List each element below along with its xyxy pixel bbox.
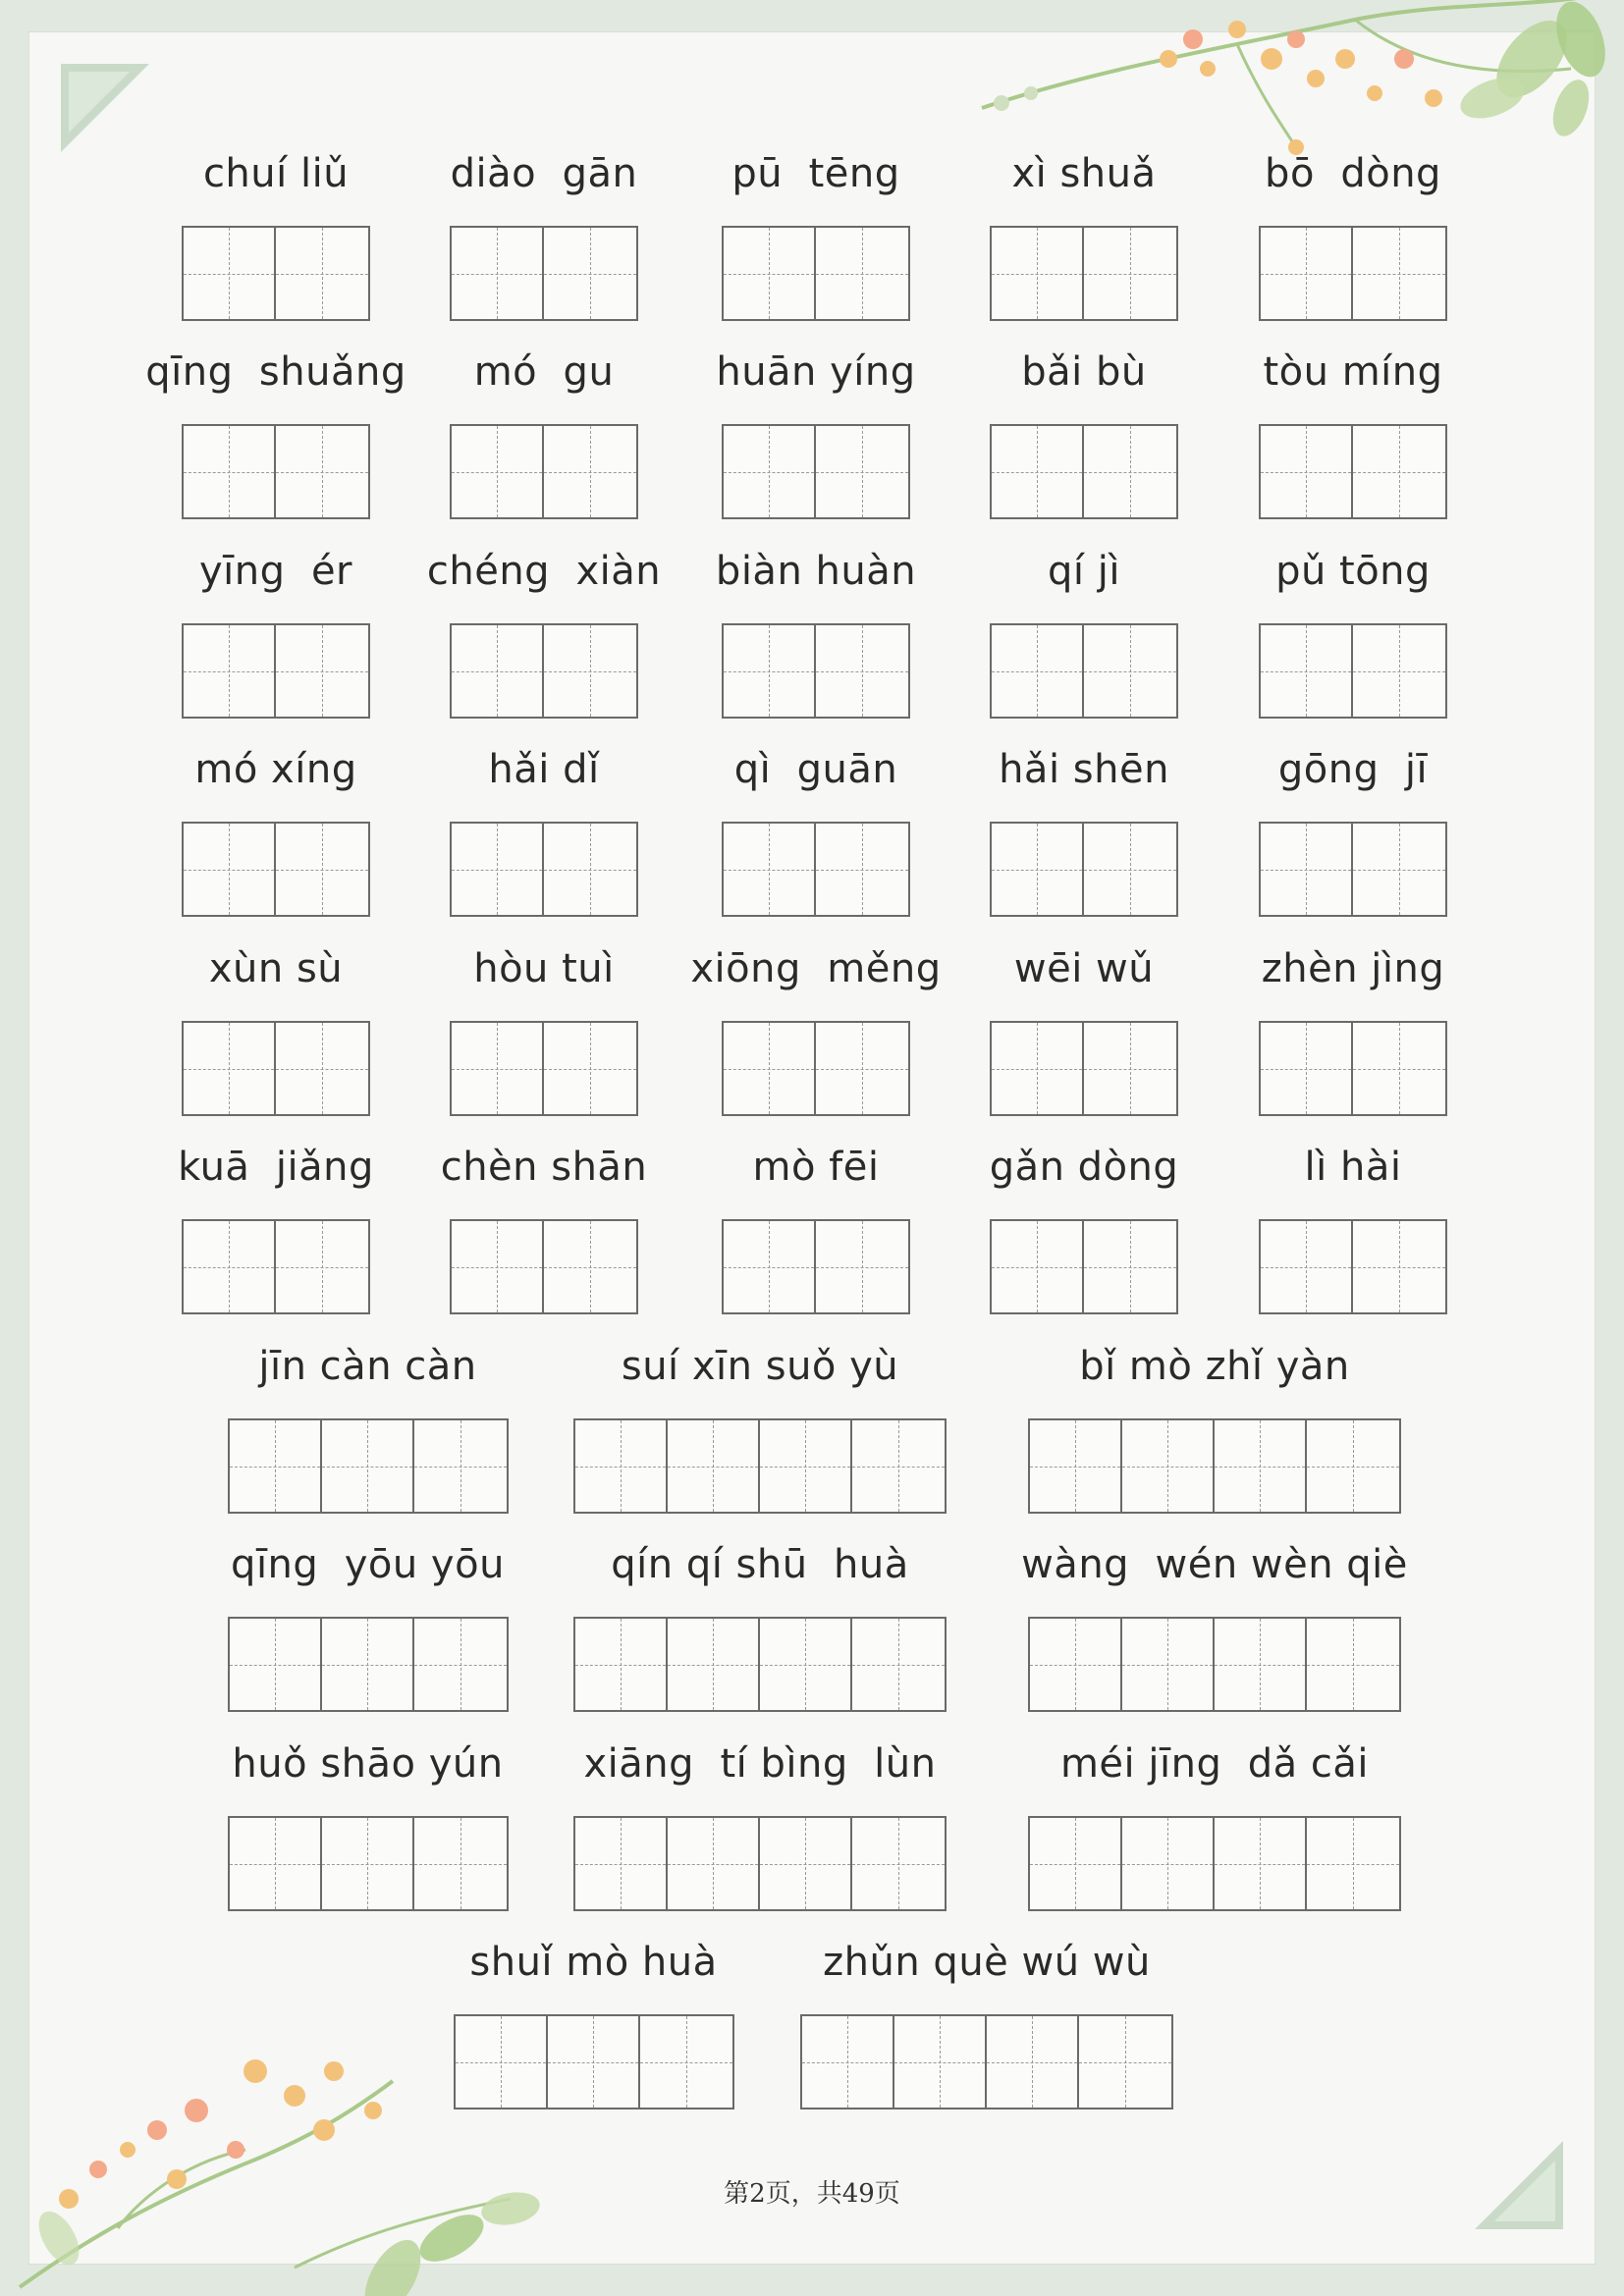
pinyin-text: chuí liǔ xyxy=(202,151,350,196)
pinyin-text: biàn huàn xyxy=(715,549,917,594)
pinyin-text: gǎn dòng xyxy=(989,1145,1179,1190)
pinyin-item xyxy=(987,1737,1442,1911)
pinyin-item xyxy=(682,147,949,321)
character-box[interactable] xyxy=(544,824,636,915)
writing-grid[interactable] xyxy=(450,1021,638,1116)
pinyin-text: wēi wǔ xyxy=(1013,946,1155,991)
character-box[interactable] xyxy=(992,824,1084,915)
character-box[interactable] xyxy=(184,1023,276,1114)
writing-grid[interactable] xyxy=(450,226,638,321)
character-box[interactable] xyxy=(894,2016,987,2108)
pinyin-text: xiōng měng xyxy=(690,946,942,991)
writing-grid[interactable] xyxy=(722,822,910,917)
pinyin-item xyxy=(1219,545,1487,719)
pinyin-text: pǔ tōng xyxy=(1275,549,1431,594)
character-box[interactable] xyxy=(184,625,276,717)
pinyin-item xyxy=(682,346,949,519)
writing-grid[interactable] xyxy=(990,1219,1178,1314)
writing-grid[interactable] xyxy=(722,1021,910,1116)
character-box[interactable] xyxy=(668,1420,760,1512)
character-box[interactable] xyxy=(276,625,368,717)
pinyin-item xyxy=(950,147,1218,321)
character-box[interactable] xyxy=(724,824,816,915)
character-box[interactable] xyxy=(760,1818,852,1909)
character-box[interactable] xyxy=(1084,824,1176,915)
pinyin-text: zhèn jìng xyxy=(1261,946,1445,991)
character-box[interactable] xyxy=(1353,625,1445,717)
pinyin-text: bō dòng xyxy=(1265,151,1441,196)
pinyin-text: chéng xiàn xyxy=(426,549,662,594)
pinyin-item xyxy=(950,545,1218,719)
pinyin-item xyxy=(410,147,677,321)
pinyin-item xyxy=(187,1538,549,1712)
pinyin-text: hǎi dǐ xyxy=(488,747,600,792)
pinyin-item xyxy=(1219,1141,1487,1314)
character-box[interactable] xyxy=(852,1619,945,1710)
character-box[interactable] xyxy=(1353,1221,1445,1312)
character-box[interactable] xyxy=(276,228,368,319)
pinyin-item xyxy=(142,147,409,321)
character-box[interactable] xyxy=(575,1818,668,1909)
pinyin-text: qín qí shū huà xyxy=(611,1542,909,1587)
pinyin-text: zhǔn què wú wù xyxy=(823,1940,1151,1985)
pinyin-item xyxy=(1219,147,1487,321)
pinyin-item xyxy=(410,545,677,719)
writing-grid[interactable] xyxy=(722,424,910,519)
pinyin-item xyxy=(987,1340,1442,1514)
character-box[interactable] xyxy=(1353,824,1445,915)
character-box[interactable] xyxy=(544,1221,636,1312)
character-box[interactable] xyxy=(724,1221,816,1312)
pinyin-text: suí xīn suǒ yù xyxy=(621,1344,899,1389)
pinyin-text: xì shuǎ xyxy=(1011,151,1157,196)
character-box[interactable] xyxy=(452,625,544,717)
writing-grid[interactable] xyxy=(182,424,370,519)
character-box[interactable] xyxy=(230,1420,322,1512)
pinyin-text: shuǐ mò huà xyxy=(469,1940,718,1985)
character-box[interactable] xyxy=(230,1619,322,1710)
character-box[interactable] xyxy=(1261,228,1353,319)
character-box[interactable] xyxy=(1084,426,1176,517)
pinyin-text: qì guān xyxy=(733,747,898,792)
pinyin-item xyxy=(987,1538,1442,1712)
writing-grid[interactable] xyxy=(450,1219,638,1314)
pinyin-text: wàng wén wèn qiè xyxy=(1021,1542,1408,1587)
character-box[interactable] xyxy=(992,1221,1084,1312)
character-box[interactable] xyxy=(992,228,1084,319)
writing-grid[interactable] xyxy=(450,623,638,719)
pinyin-item xyxy=(759,1936,1215,2109)
character-box[interactable] xyxy=(1079,2016,1171,2108)
writing-grid[interactable] xyxy=(182,1219,370,1314)
writing-grid[interactable] xyxy=(228,1816,509,1911)
character-box[interactable] xyxy=(322,1619,414,1710)
pinyin-text: yīng ér xyxy=(198,549,352,594)
writing-grid[interactable] xyxy=(450,424,638,519)
pinyin-item xyxy=(682,545,949,719)
character-box[interactable] xyxy=(276,824,368,915)
pinyin-text: hǎi shēn xyxy=(999,747,1169,792)
character-box[interactable] xyxy=(184,426,276,517)
pinyin-text: jīn càn càn xyxy=(258,1344,477,1389)
character-box[interactable] xyxy=(544,1023,636,1114)
character-box[interactable] xyxy=(816,824,908,915)
pinyin-item xyxy=(142,346,409,519)
pinyin-item xyxy=(1219,346,1487,519)
pinyin-item xyxy=(532,1340,988,1514)
character-box[interactable] xyxy=(1261,824,1353,915)
pinyin-item xyxy=(142,545,409,719)
character-box[interactable] xyxy=(668,1818,760,1909)
writing-grid[interactable] xyxy=(182,623,370,719)
character-box[interactable] xyxy=(1122,1420,1215,1512)
character-box[interactable] xyxy=(852,1818,945,1909)
pinyin-item xyxy=(1219,942,1487,1116)
writing-grid[interactable] xyxy=(182,226,370,321)
character-box[interactable] xyxy=(1215,1818,1307,1909)
character-box[interactable] xyxy=(987,2016,1079,2108)
pinyin-text: méi jīng dǎ cǎi xyxy=(1059,1741,1370,1787)
character-box[interactable] xyxy=(575,1420,668,1512)
character-box[interactable] xyxy=(452,228,544,319)
character-box[interactable] xyxy=(1353,228,1445,319)
writing-grid[interactable] xyxy=(573,1816,947,1911)
pinyin-item xyxy=(682,942,949,1116)
character-box[interactable] xyxy=(816,1221,908,1312)
character-box[interactable] xyxy=(1084,1023,1176,1114)
pinyin-item xyxy=(950,743,1218,917)
pinyin-item xyxy=(187,1737,549,1911)
character-box[interactable] xyxy=(276,426,368,517)
writing-grid[interactable] xyxy=(722,1219,910,1314)
writing-grid[interactable] xyxy=(1259,1219,1447,1314)
pinyin-item xyxy=(187,1340,549,1514)
writing-grid[interactable] xyxy=(182,822,370,917)
character-box[interactable] xyxy=(816,625,908,717)
character-box[interactable] xyxy=(184,1221,276,1312)
character-box[interactable] xyxy=(1353,1023,1445,1114)
character-box[interactable] xyxy=(1030,1420,1122,1512)
character-box[interactable] xyxy=(575,1619,668,1710)
character-box[interactable] xyxy=(1307,1818,1399,1909)
character-box[interactable] xyxy=(1261,1221,1353,1312)
pinyin-text: gōng jī xyxy=(1277,747,1429,792)
character-box[interactable] xyxy=(724,228,816,319)
pinyin-text: bǎi bù xyxy=(1021,349,1147,395)
pinyin-item xyxy=(410,942,677,1116)
character-box[interactable] xyxy=(452,426,544,517)
writing-grid[interactable] xyxy=(1259,424,1447,519)
character-box[interactable] xyxy=(1084,625,1176,717)
character-box[interactable] xyxy=(322,1818,414,1909)
character-box[interactable] xyxy=(1215,1420,1307,1512)
character-box[interactable] xyxy=(414,1619,507,1710)
character-box[interactable] xyxy=(1084,228,1176,319)
corner-triangle-top-left xyxy=(61,64,149,152)
writing-grid[interactable] xyxy=(722,226,910,321)
character-box[interactable] xyxy=(276,1221,368,1312)
writing-grid[interactable] xyxy=(1259,623,1447,719)
writing-grid[interactable] xyxy=(182,1021,370,1116)
character-box[interactable] xyxy=(668,1619,760,1710)
character-box[interactable] xyxy=(452,1023,544,1114)
pinyin-text: qí jì xyxy=(1048,549,1120,594)
character-box[interactable] xyxy=(1261,1023,1353,1114)
writing-grid[interactable] xyxy=(450,822,638,917)
character-box[interactable] xyxy=(1353,426,1445,517)
writing-grid[interactable] xyxy=(990,424,1178,519)
pinyin-item xyxy=(142,743,409,917)
character-box[interactable] xyxy=(1307,1619,1399,1710)
pinyin-item xyxy=(950,942,1218,1116)
character-box[interactable] xyxy=(414,1420,507,1512)
character-box[interactable] xyxy=(640,2016,732,2108)
character-box[interactable] xyxy=(1307,1420,1399,1512)
character-box[interactable] xyxy=(544,426,636,517)
character-box[interactable] xyxy=(1122,1619,1215,1710)
character-box[interactable] xyxy=(230,1818,322,1909)
character-box[interactable] xyxy=(414,1818,507,1909)
writing-grid[interactable] xyxy=(228,1418,509,1514)
writing-grid[interactable] xyxy=(990,623,1178,719)
pinyin-item xyxy=(412,1936,775,2109)
pinyin-text: pū tēng xyxy=(731,151,900,196)
pinyin-text: diào gān xyxy=(450,151,638,196)
character-box[interactable] xyxy=(724,1023,816,1114)
pinyin-item xyxy=(682,1141,949,1314)
writing-grid[interactable] xyxy=(990,226,1178,321)
character-box[interactable] xyxy=(992,625,1084,717)
writing-grid[interactable] xyxy=(1259,822,1447,917)
pinyin-text: qīng yōu yōu xyxy=(231,1542,505,1587)
writing-grid[interactable] xyxy=(454,2014,734,2109)
pinyin-text: huān yíng xyxy=(716,349,916,395)
character-box[interactable] xyxy=(544,625,636,717)
pinyin-item xyxy=(950,1141,1218,1314)
writing-grid[interactable] xyxy=(573,1617,947,1712)
character-box[interactable] xyxy=(802,2016,894,2108)
writing-grid[interactable] xyxy=(800,2014,1173,2109)
page-number: 第2页，共49页 xyxy=(724,2179,900,2209)
character-box[interactable] xyxy=(724,426,816,517)
writing-grid[interactable] xyxy=(573,1418,947,1514)
pinyin-text: huǒ shāo yún xyxy=(232,1741,504,1787)
pinyin-text: lì hài xyxy=(1304,1145,1402,1190)
character-box[interactable] xyxy=(816,426,908,517)
character-box[interactable] xyxy=(452,1221,544,1312)
character-box[interactable] xyxy=(992,426,1084,517)
character-box[interactable] xyxy=(1030,1818,1122,1909)
pinyin-item xyxy=(950,346,1218,519)
writing-grid[interactable] xyxy=(1028,1418,1401,1514)
character-box[interactable] xyxy=(852,1420,945,1512)
pinyin-text: qīng shuǎng xyxy=(145,349,406,395)
writing-grid[interactable] xyxy=(1259,226,1447,321)
pinyin-item xyxy=(142,942,409,1116)
writing-grid[interactable] xyxy=(1028,1617,1401,1712)
writing-grid[interactable] xyxy=(722,623,910,719)
character-box[interactable] xyxy=(1122,1818,1215,1909)
writing-grid[interactable] xyxy=(1028,1816,1401,1911)
character-box[interactable] xyxy=(276,1023,368,1114)
character-box[interactable] xyxy=(1261,426,1353,517)
character-box[interactable] xyxy=(452,824,544,915)
pinyin-text: bǐ mò zhǐ yàn xyxy=(1079,1344,1350,1389)
pinyin-text: mó xíng xyxy=(194,747,357,792)
pinyin-text: chèn shān xyxy=(440,1145,648,1190)
pinyin-item xyxy=(410,743,677,917)
character-box[interactable] xyxy=(1030,1619,1122,1710)
pinyin-item xyxy=(142,1141,409,1314)
character-box[interactable] xyxy=(1261,625,1353,717)
pinyin-item xyxy=(532,1737,988,1911)
writing-grid[interactable] xyxy=(228,1617,509,1712)
character-box[interactable] xyxy=(816,228,908,319)
character-box[interactable] xyxy=(816,1023,908,1114)
character-box[interactable] xyxy=(184,228,276,319)
character-box[interactable] xyxy=(1215,1619,1307,1710)
character-box[interactable] xyxy=(322,1420,414,1512)
character-box[interactable] xyxy=(760,1619,852,1710)
character-box[interactable] xyxy=(1084,1221,1176,1312)
character-box[interactable] xyxy=(456,2016,548,2108)
writing-grid[interactable] xyxy=(1259,1021,1447,1116)
character-box[interactable] xyxy=(992,1023,1084,1114)
character-box[interactable] xyxy=(184,824,276,915)
character-box[interactable] xyxy=(548,2016,640,2108)
pinyin-item xyxy=(532,1538,988,1712)
pinyin-text: mó gu xyxy=(473,349,615,395)
pinyin-item xyxy=(410,346,677,519)
pinyin-text: kuā jiǎng xyxy=(178,1145,374,1190)
pinyin-text: xùn sù xyxy=(208,946,344,991)
pinyin-item xyxy=(682,743,949,917)
writing-grid[interactable] xyxy=(990,1021,1178,1116)
writing-grid[interactable] xyxy=(990,822,1178,917)
pinyin-item xyxy=(410,1141,677,1314)
pinyin-text: hòu tuì xyxy=(473,946,615,991)
character-box[interactable] xyxy=(760,1420,852,1512)
pinyin-text: xiāng tí bìng lùn xyxy=(583,1741,937,1787)
pinyin-item xyxy=(1219,743,1487,917)
pinyin-text: tòu míng xyxy=(1263,349,1443,395)
character-box[interactable] xyxy=(724,625,816,717)
character-box[interactable] xyxy=(544,228,636,319)
pinyin-text: mò fēi xyxy=(752,1145,880,1190)
